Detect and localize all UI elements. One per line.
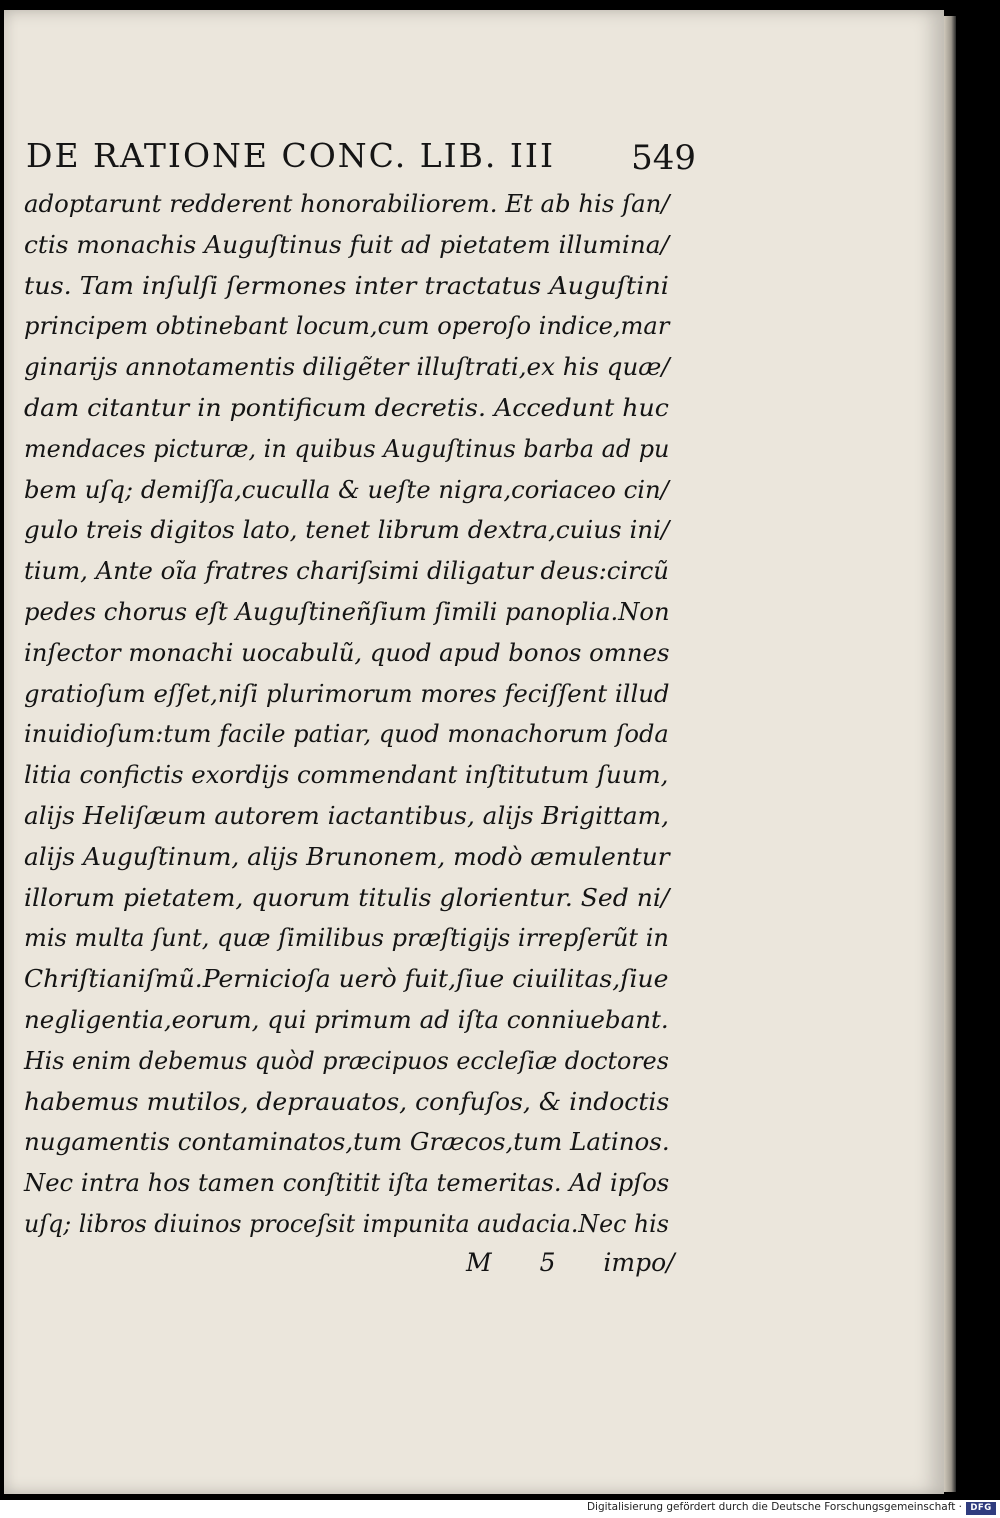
- page-header: [26, 136, 696, 180]
- page-edge: [944, 16, 956, 1492]
- text-line: habemus mutilos, deprauatos, confuſos, & indoctis: [24, 1086, 670, 1116]
- text-line: pedes chorus eſt Auguſtineñſium ſimili panoplia.Non: [24, 596, 670, 626]
- text-line: adoptarunt redderent honorabiliorem. Et ab his ſan/: [24, 189, 670, 218]
- text-line: His enim debemus quòd præcipuos eccleſiæ doctores: [24, 1045, 669, 1075]
- text-line: alijs Heliſæum autorem iactantibus, alijs Brigittam,: [24, 800, 669, 830]
- text-line: negligentia,eorum, qui primum ad iſta conniuebant.: [24, 1004, 669, 1034]
- text-line: illorum pietatem, quorum titulis glorientur. Sed ni/: [24, 882, 670, 912]
- text-line: tus. Tam inſulſi ſermones inter tractatus Auguſtini: [24, 270, 669, 300]
- book-page: [4, 10, 944, 1494]
- catchword: impo/: [603, 1248, 675, 1277]
- text-line: inſector monachi uocabulũ, quod apud bonos omnes: [24, 637, 670, 667]
- text-line: inuidioſum:tum facile patiar, quod monachorum ſoda: [24, 719, 669, 749]
- text-line: mendaces picturæ, in quibus Auguſtinus barba ad pu: [24, 433, 670, 463]
- text-line: bem uſq; demiſſa,cuculla & ueſte nigra,coriaceo cin/: [24, 474, 669, 504]
- text-line: gratioſum eſſet,niſi plurimorum mores feciſſent illud: [24, 678, 670, 708]
- page-number: 549: [631, 138, 696, 178]
- text-line: Nec intra hos tamen conſtitit iſta temeritas. Ad ipſos: [24, 1168, 670, 1198]
- text-line: mis multa ſunt, quæ ſimilibus præſtigijs irrepſerũt in: [24, 923, 669, 953]
- text-line: principem obtinebant locum,cum operoſo indice,mar: [24, 311, 670, 341]
- text-line: ginarijs annotamentis diligẽter illuſtrati,ex his quæ/: [24, 352, 670, 382]
- text-line: litia confictis exordijs commendant inſtitutum ſuum,: [24, 760, 669, 790]
- text-line: Chriſtianiſmũ.Pernicioſa uerò fuit,ſiue ciuilitas,ſiue: [24, 964, 669, 994]
- running-head: DE RATIONE CONC. LIB. III: [26, 136, 555, 175]
- signature-number: 5: [539, 1248, 556, 1277]
- text-line: gulo treis digitos lato, tenet librum dextra,cuius ini/: [24, 515, 670, 545]
- signature-mark: M: [466, 1248, 492, 1277]
- text-line: nugamentis contaminatos,tum Græcos,tum Latinos.: [24, 1127, 670, 1157]
- text-line: uſq; libros diuinos proceſsit impunita audacia.Nec his: [24, 1208, 669, 1238]
- dfg-logo: DFG: [966, 1502, 996, 1515]
- body-text: [24, 184, 674, 1245]
- text-line: ctis monachis Auguſtinus fuit ad pietatem illumina/: [24, 229, 669, 259]
- text-line: tium, Ante oĩa fratres chariſsimi diligatur deus:circũ: [24, 556, 669, 586]
- text-line: alijs Auguſtinum, alijs Brunonem, modò æmulentur: [24, 841, 670, 871]
- text-line: dam citantur in pontificum decretis. Accedunt huc: [24, 392, 669, 422]
- digitization-credit: Digitalisierung gefördert durch die Deutsche Forschungsgemeinschaft ·: [586, 1501, 962, 1513]
- signature-line: [466, 1248, 675, 1277]
